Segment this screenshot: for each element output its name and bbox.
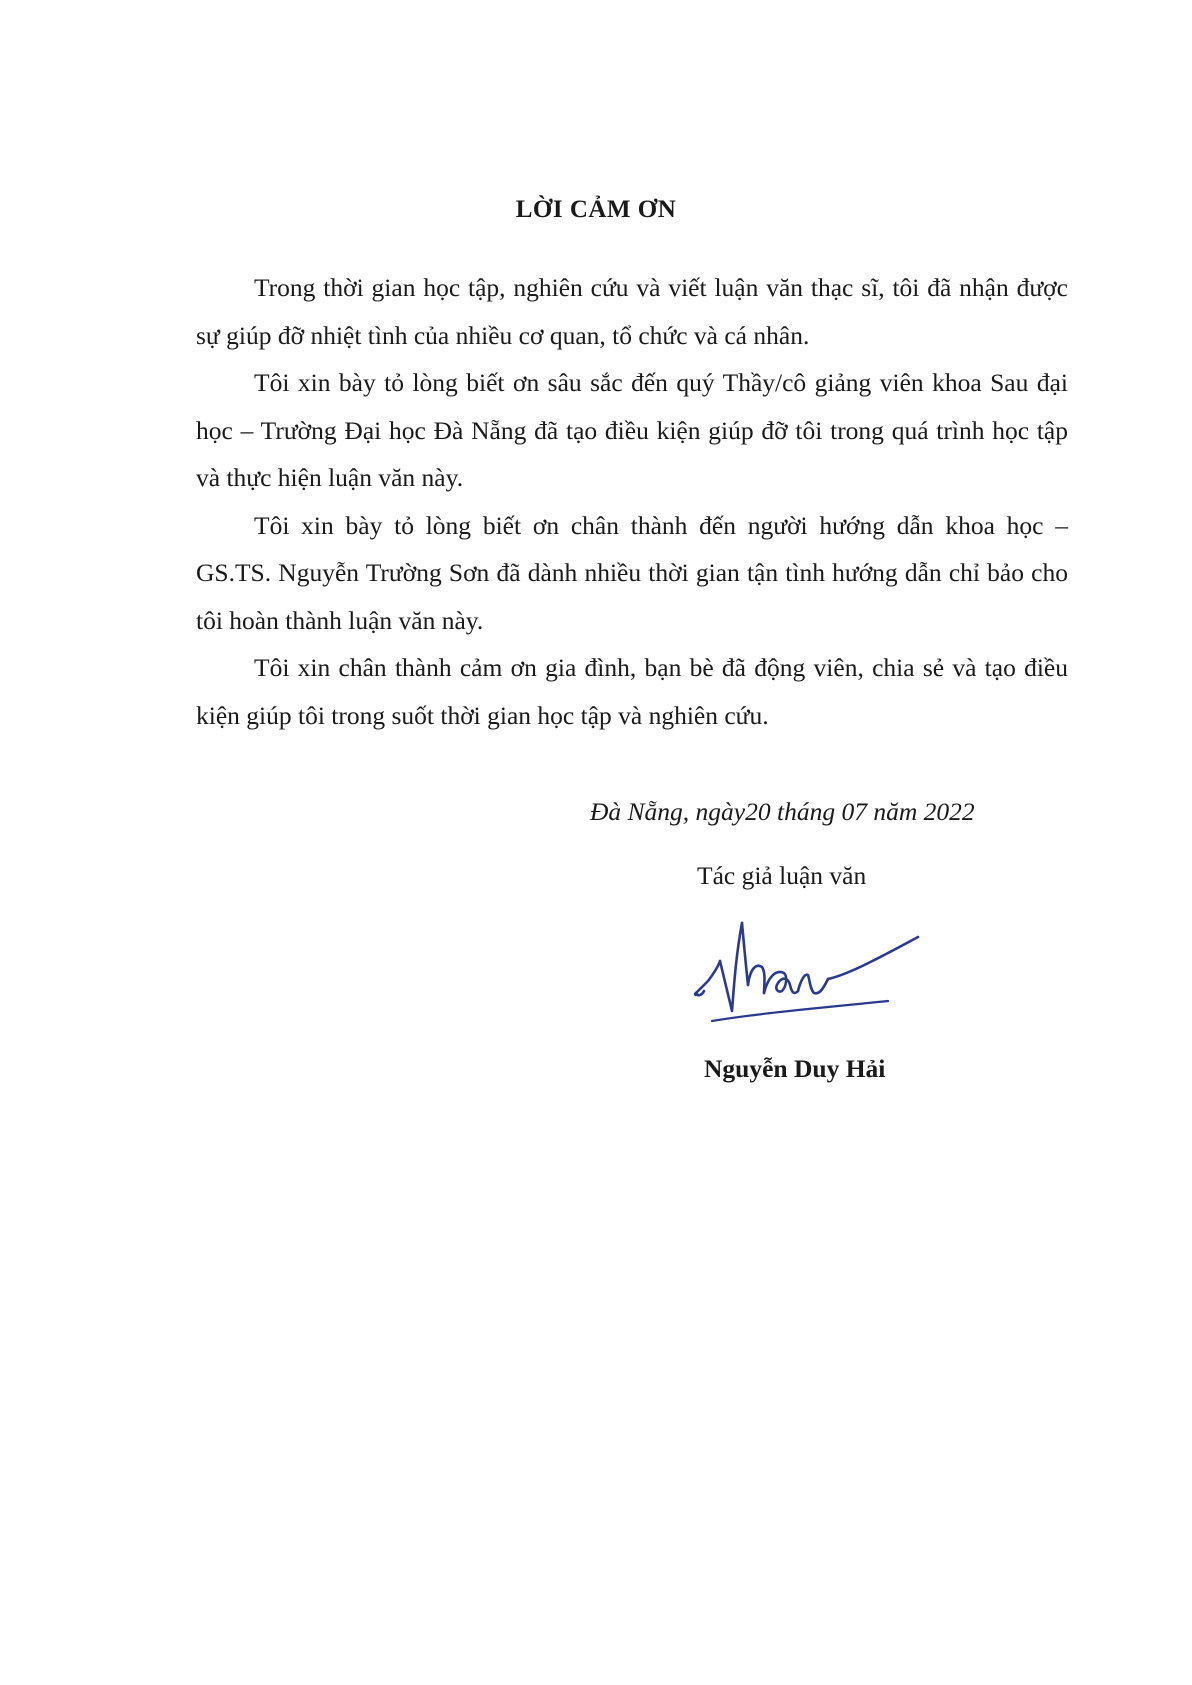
author-name: Nguyễn Duy Hải [704, 1054, 886, 1083]
paragraph: Tôi xin bày tỏ lòng biết ơn chân thành đến người hướng dẫn khoa học – GS.TS. Nguyễn Trường Sơn đã dành nhiều thời gian tận tình hướng dẫn chỉ bảo cho tôi hoàn thành luận văn này. [196, 510, 1068, 635]
paragraph: Tôi xin bày tỏ lòng biết ơn sâu sắc đến quý Thầy/cô giảng viên khoa Sau đại học – Trường Đại học Đà Nẵng đã tạo điều kiện giúp đỡ tôi trong quá trình học tập và thực hiện luận văn này. [196, 368, 1068, 492]
place-date: Đà Nẵng, ngày20 tháng 07 năm 2022 [590, 797, 975, 826]
acknowledgement-body [196, 264, 1068, 739]
author-label: Tác giả luận văn [697, 861, 867, 890]
paragraph: Trong thời gian học tập, nghiên cứu và viết luận văn thạc sĩ, tôi đã nhận được sự giúp đỡ nhiệt tình của nhiều cơ quan, tổ chức và cá nhân. [196, 273, 1068, 350]
signature-image [690, 915, 930, 1025]
paragraph: Tôi xin chân thành cảm ơn gia đình, bạn bè đã động viên, chia sẻ và tạo điều kiện giúp tôi trong suốt thời gian học tập và nghiên cứu. [196, 653, 1068, 730]
page-title: LỜI CẢM ƠN [515, 196, 677, 223]
